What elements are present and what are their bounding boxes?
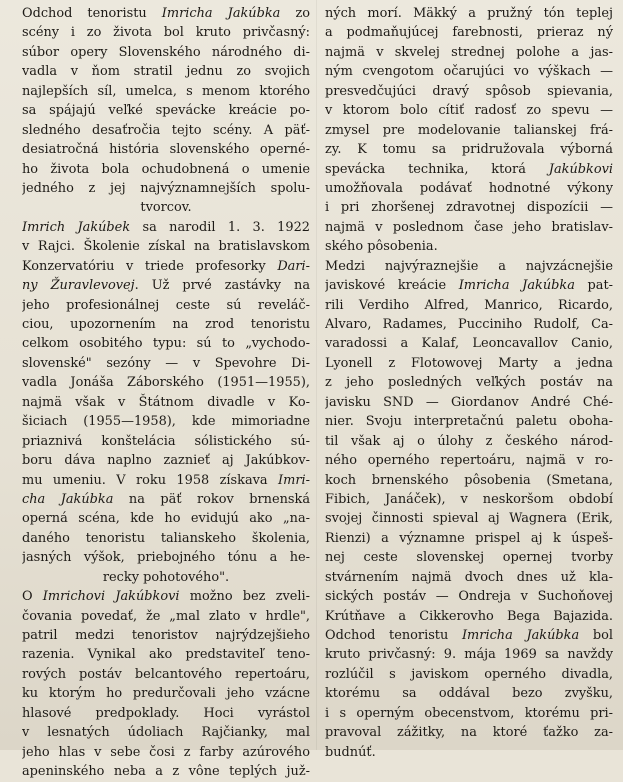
text-line: a podmaňujúcej farebnosti, prieraz ný [325, 25, 613, 41]
text-line: súbor opery Slovenského národného di- [22, 44, 310, 60]
text-line: ny Žuravlevovej. Už prvé zastávky na [22, 278, 310, 294]
text-line: Lyonell z Flotowovej Marty a jedna [325, 355, 613, 371]
text-line: Krútňave a Cikkerovho Bega Bajazida. [325, 608, 613, 624]
text-line: v Rajci. Školenie získal na bratislavskom [22, 239, 310, 255]
text-line: hlasové predpoklady. Hoci vyrástol [22, 705, 310, 721]
text-line: apeninského neba a z vône teplých juž- [22, 764, 310, 780]
text-line: Imrich Jakúbek sa narodil 1. 3. 1922 [22, 219, 310, 235]
text-line: ského pôsobenia. [325, 239, 438, 255]
text-line: i pri zhoršenej zdravotnej dispozícii — [325, 200, 613, 216]
text-line: z jeho posledných veľkých postáv na [325, 375, 613, 391]
text-line: v ktorom bolo cítiť radosť zo spevu — [325, 103, 613, 119]
text-line: kruto privčasný: 9. mája 1969 sa navždy [325, 647, 613, 663]
text-line: til však aj o úlohy z českého národ- [325, 433, 613, 449]
text-line: ného operného repertoáru, najmä v ro- [325, 453, 613, 469]
text-line: varadossi a Kalaf, Leoncavallov Canio, [325, 336, 613, 352]
text-line: O Imrichovi Jakúbkovi možno bez zveli- [22, 589, 310, 605]
text-line: koch brnenského pôsobenia (Smetana, [325, 472, 613, 488]
text-line: boru dáva naplno zaznieť aj Jakúbkov- [22, 453, 310, 469]
text-line: zy. K tomu sa pridružovala výborná [325, 142, 613, 158]
text-line: scény i zo života bol kruto privčasný: [22, 25, 310, 41]
text-line: javiskové kreácie Imricha Jakúbka pat- [325, 278, 613, 294]
text-line: razenia. Vynikal ako predstaviteľ teno- [22, 647, 310, 663]
text-line: jedného z jej najvýznamnejších spolu- [22, 180, 310, 196]
text-line: priaznivá konštelácia sólistického sú- [22, 433, 310, 449]
text-line: v lesnatých údoliach Rajčianky, mal [22, 725, 310, 741]
text-line: stvárnením najmä dvoch dnes už kla- [325, 569, 613, 585]
text-line: najmä však v Štátnom divadle v Ko- [22, 394, 310, 410]
text-line: ktorému sa oddával bezo zvyšku, [325, 686, 613, 702]
text-line: ciou, upozornením na zrod tenoristu [22, 317, 310, 332]
text-line: sických postáv — Ondreja v Suchoňovej [325, 589, 613, 605]
text-line: Fibich, Janáček), v neskoršom období [325, 491, 613, 507]
text-line: spevácka technika, ktorá Jakúbkovi [325, 161, 613, 177]
text-column-left [22, 4, 310, 782]
text-line: tvorcov. [140, 200, 192, 216]
text-line: ho života bola ochudobnená o umenie [22, 161, 310, 177]
text-line: Medzi najvýraznejšie a najvzácnejšie [325, 258, 613, 274]
text-line: Alvaro, Radames, Pucciniho Rudolf, Ca- [325, 317, 613, 332]
text-line: pravoval zážitky, na ktoré ťažko za- [325, 725, 613, 741]
text-line: jasných výšok, priebojného tónu a he- [22, 550, 310, 566]
text-line: najmä v poslednom čase jeho bratislav- [325, 219, 613, 235]
text-line: najmä v skvelej strednej polohe a jas- [325, 44, 613, 60]
text-line: ku ktorým ho predurčovali jeho vzácne [22, 686, 310, 702]
text-line: sledného desaťročia tejto scény. A päť- [22, 122, 310, 138]
text-line: celkom osobitého typu: sú to „vychodo- [22, 336, 310, 352]
text-line: svojej činnosti spieval aj Wagnera (Erik, [325, 511, 613, 527]
text-column-right [325, 4, 613, 762]
text-line: patril medzi tenoristov najrýdzejšieho [22, 628, 310, 643]
text-line: mu umeniu. V roku 1958 získava Imri- [22, 472, 310, 488]
text-line: nej ceste slovenskej opernej tvorby [325, 550, 613, 566]
text-line: javisku SND — Giordanov André Ché- [325, 394, 613, 410]
text-line: desiatročná história slovenského operné- [22, 142, 310, 158]
text-line: rozlúčil s javiskom operného divadla, [325, 666, 613, 682]
text-line: recky pohotového". [102, 569, 230, 585]
text-line: vadla v ňom stratil jednu zo svojich [22, 64, 310, 80]
text-line: zmysel pre modelovanie talianskej frá- [325, 122, 613, 138]
text-line: ných morí. Mäkký a pružný tón teplej [325, 6, 613, 21]
text-line: rových postáv belcantového repertoáru, [22, 666, 310, 682]
text-line: slovenské" sezóny — v Spevohre Di- [22, 355, 310, 371]
text-line: nier. Svoju interpretačnú paletu oboha- [325, 414, 613, 430]
text-line: i s operným obecenstvom, ktorému pri- [325, 705, 613, 721]
text-line: budnúť. [325, 744, 376, 760]
text-line: šiciach (1955—1958), kde mimoriadne [22, 414, 310, 430]
text-line: rili Verdiho Alfred, Manrico, Ricardo, [325, 297, 613, 313]
text-line: jeho profesionálnej ceste sú reveláč- [22, 297, 310, 313]
text-line: sa spájajú veľké spevácke kreácie po- [22, 103, 310, 119]
text-line: ným cvengotom očarujúci vo výškach — [325, 64, 613, 80]
text-line: Konzervatóriu v triede profesorky Dari- [22, 258, 310, 274]
text-line: Rienzi) a významne prispel aj k úspeš- [325, 530, 613, 546]
text-line: čovania povedať, že „mal zlato v hrdle", [22, 608, 310, 624]
text-line: vadla Jonáša Záborského (1951—1955), [22, 375, 310, 391]
text-line: Odchod tenoristu Imricha Jakúbka bol [325, 628, 613, 643]
text-line: umožňovala podávať hodnotné výkony [325, 180, 613, 196]
text-line: jeho hlas v sebe čosi z farby azúrového [22, 744, 310, 760]
text-line: Odchod tenoristu Imricha Jakúbka zo [22, 6, 310, 21]
text-line: operná scéna, kde ho evidujú ako „na- [22, 511, 310, 527]
text-line: cha Jakúbka na päť rokov brnenská [22, 491, 310, 507]
column-gutter [316, 0, 317, 750]
text-line: presvedčujúci dravý spôsob spievania, [325, 83, 613, 99]
text-line: najlepších síl, umelca, s menom ktorého [22, 83, 310, 99]
text-line: daného tenoristu talianskeho školenia, [22, 530, 310, 546]
